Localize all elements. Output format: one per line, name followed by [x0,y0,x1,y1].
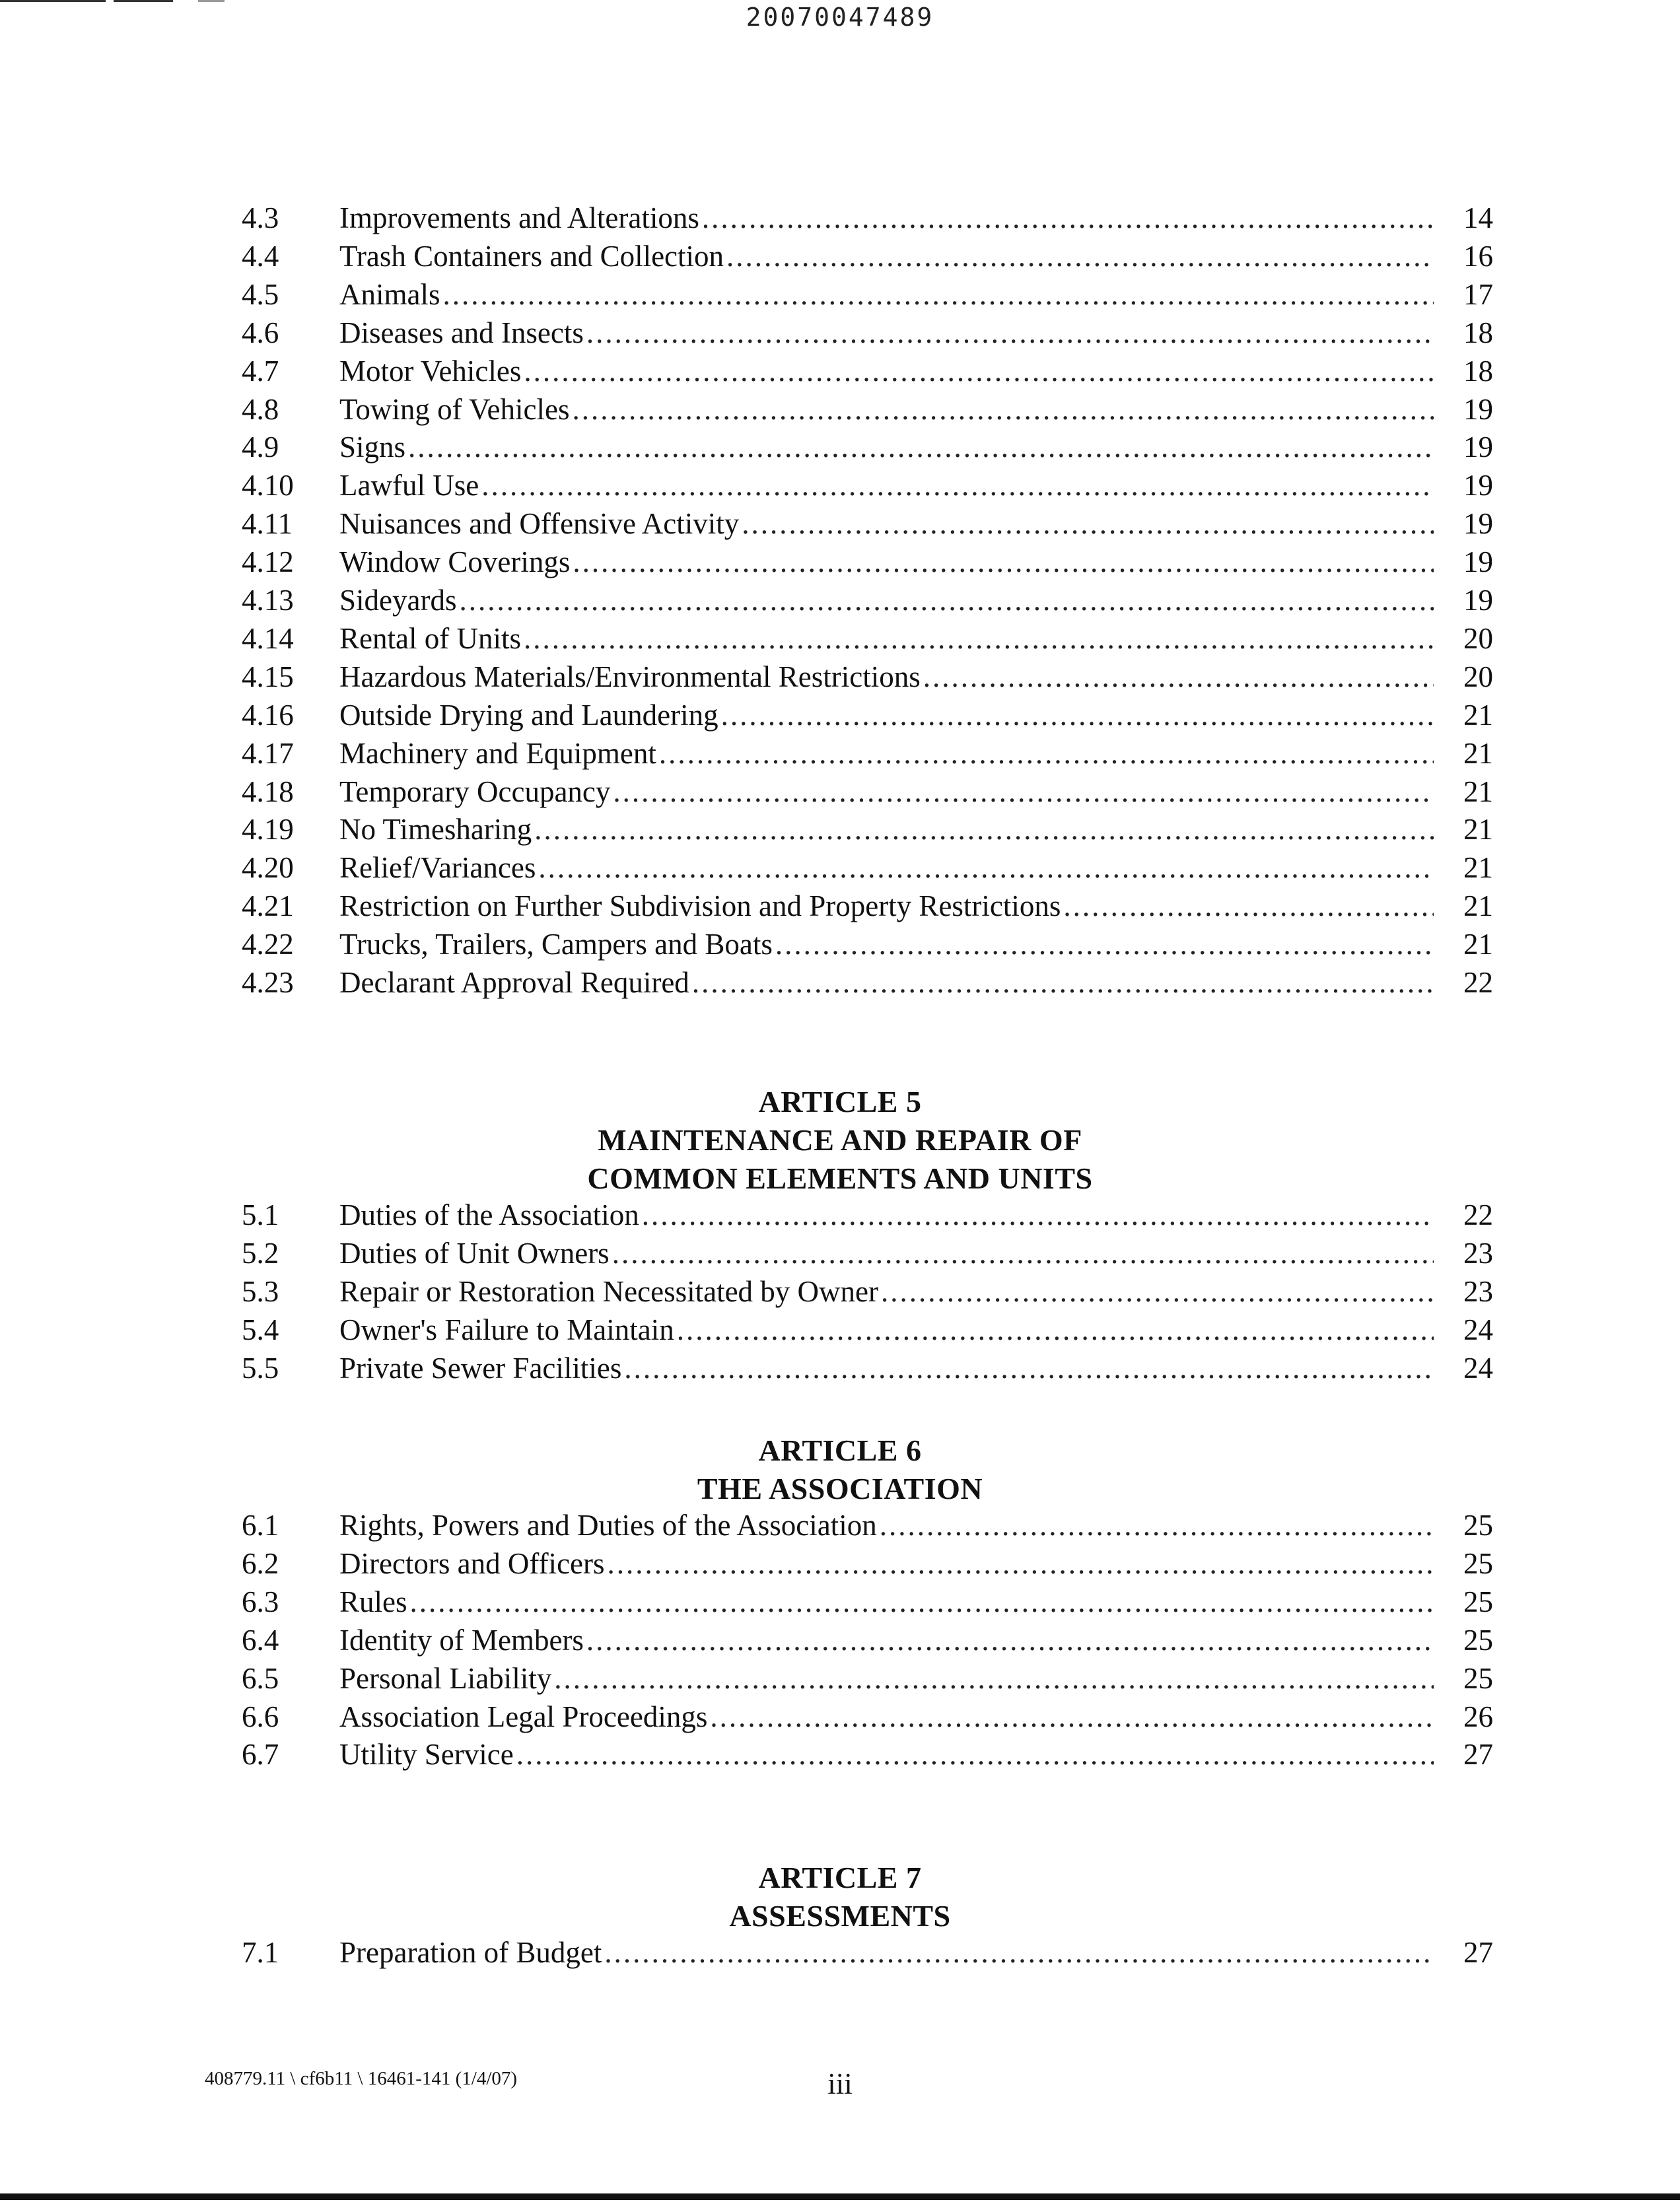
dot-leader [692,964,1434,1001]
dot-leader [612,1235,1434,1272]
toc-entry-title: Nuisances and Offensive Activity [339,507,740,540]
toc-entry-page: 21 [1463,699,1493,732]
toc-entry-title-with-leader [339,238,1434,275]
toc-entry [242,582,1493,619]
toc-entry-title: Sideyards [339,584,457,617]
toc-entry-number: 4.3 [242,201,279,234]
dot-leader [923,658,1434,695]
toc-entry-title: Trash Containers and Collection [339,240,724,273]
toc-entry-number: 4.8 [242,393,279,426]
toc-entry-number: 6.2 [242,1547,279,1580]
toc-entry-page: 20 [1463,622,1493,655]
article-heading: ARTICLE 6 [758,1433,922,1467]
toc-entry [242,1583,1493,1620]
toc-entry-title-with-leader [339,1934,1434,1971]
toc-entry-number: 4.21 [242,889,294,922]
toc-entry-number: 4.6 [242,316,279,349]
toc-entry-title-with-leader [339,849,1434,886]
toc-entry [242,697,1493,734]
toc-entry-title: Association Legal Proceedings [339,1700,708,1733]
article-subheading: ASSESSMENTS [729,1899,951,1933]
toc-entry-number: 4.15 [242,660,294,693]
toc-entry-number: 4.18 [242,775,294,808]
toc-entry-title: Diseases and Insects [339,316,584,349]
toc-entry-page: 25 [1463,1585,1493,1618]
toc-entry-title: Declarant Approval Required [339,966,689,999]
toc-entry-number: 5.4 [242,1313,279,1346]
dot-leader [677,1311,1434,1348]
toc-entry-page: 19 [1463,431,1493,464]
toc-entry-page: 24 [1463,1352,1493,1385]
toc-entry [242,1698,1493,1735]
dot-leader [538,849,1434,886]
dot-leader [524,353,1434,390]
toc-entry-title: Window Coverings [339,545,571,578]
toc-entry-page: 16 [1463,240,1493,273]
toc-entry [242,199,1493,236]
dot-leader [586,1622,1434,1659]
dot-leader [721,697,1434,734]
toc-entry-number: 5.2 [242,1237,279,1270]
toc-entry [242,658,1493,695]
article-heading: ARTICLE 5 [758,1085,922,1119]
toc-entry-number: 4.14 [242,622,294,655]
toc-entry-title-with-leader [339,353,1434,390]
dot-leader [880,1507,1434,1544]
toc-entry-title: Restriction on Further Subdivision and Property Restrictions [339,889,1061,922]
toc-entry-number: 4.7 [242,355,279,388]
toc-entry-title-with-leader [339,887,1434,924]
toc-entry-number: 4.19 [242,813,294,846]
toc-entry-title-with-leader [339,1660,1434,1697]
toc-entry [242,773,1493,810]
toc-entry [242,1311,1493,1348]
toc-entry-title: Rental of Units [339,622,521,655]
article-subheading: MAINTENANCE AND REPAIR OF [598,1123,1082,1157]
toc-entry-title: Duties of the Association [339,1198,639,1231]
toc-entry-title: Lawful Use [339,469,479,502]
toc-entry [242,849,1493,886]
toc-entry-title-with-leader [339,1196,1434,1233]
toc-entry-page: 20 [1463,660,1493,693]
dot-leader [586,314,1434,351]
toc-entry-title: Duties of Unit Owners [339,1237,610,1270]
toc-entry [242,1622,1493,1659]
toc-entry [242,1545,1493,1582]
document-number: 20070047489 [746,3,934,32]
toc-entry-title-with-leader [339,1507,1434,1544]
toc-entry-title: Rules [339,1585,407,1618]
toc-entry-number: 6.6 [242,1700,279,1733]
toc-entry [242,1934,1493,1971]
toc-entry-title: No Timesharing [339,813,532,846]
toc-entry-page: 27 [1463,1738,1493,1771]
toc-entry-title-with-leader [339,276,1434,313]
toc-entry-number: 4.22 [242,928,294,961]
dot-leader [534,811,1434,848]
toc-entry-page: 18 [1463,316,1493,349]
toc-entry-page: 27 [1463,1936,1493,1969]
toc-entry [242,1736,1493,1773]
dot-leader [775,926,1434,963]
dot-leader [524,620,1434,657]
toc-entry [242,238,1493,275]
toc-entry-page: 25 [1463,1662,1493,1695]
toc-entry-title-with-leader [339,811,1434,848]
toc-entry-number: 6.5 [242,1662,279,1695]
toc-entry-number: 4.4 [242,240,279,273]
toc-entry-page: 26 [1463,1700,1493,1733]
toc-entry-page: 21 [1463,813,1493,846]
toc-entry [242,1235,1493,1272]
dot-leader [573,543,1434,580]
toc-entry-title: Personal Liability [339,1662,552,1695]
toc-entry-number: 4.16 [242,699,294,732]
toc-entry-title: Owner's Failure to Maintain [339,1313,674,1346]
toc-entry-title-with-leader [339,658,1434,695]
toc-entry-title: Private Sewer Facilities [339,1352,622,1385]
toc-entry-title-with-leader [339,582,1434,619]
footer-document-id: 408779.11 \ cf6b11 \ 16461-141 (1/4/07) [205,2068,518,2089]
toc-entry-page: 25 [1463,1509,1493,1542]
toc-entry-title-with-leader [339,735,1434,772]
toc-entry-title: Animals [339,278,440,311]
dot-leader [642,1196,1434,1233]
toc-entry [242,620,1493,657]
toc-entry-title-with-leader [339,1736,1434,1773]
toc-entry-number: 7.1 [242,1936,279,1969]
toc-entry [242,391,1493,428]
toc-entry-page: 24 [1463,1313,1493,1346]
toc-entry-page: 21 [1463,851,1493,884]
toc-entry-title: Utility Service [339,1738,514,1771]
dot-leader [613,773,1434,810]
dot-leader [659,735,1434,772]
dot-leader [1063,887,1434,924]
toc-entry [242,926,1493,963]
toc-entry-number: 4.20 [242,851,294,884]
toc-entry-title-with-leader [339,199,1434,236]
toc-entry-title: Preparation of Budget [339,1936,602,1969]
dot-leader [572,391,1434,428]
toc-entry-title-with-leader [339,429,1434,466]
article-subheading: COMMON ELEMENTS AND UNITS [587,1161,1093,1195]
toc-entry-title: Hazardous Materials/Environmental Restrictions [339,660,921,693]
toc-entry-title: Improvements and Alterations [339,201,699,234]
toc-entry-number: 5.3 [242,1275,279,1308]
toc-entry-title-with-leader [339,926,1434,963]
toc-entry-title-with-leader [339,314,1434,351]
toc-entry [242,429,1493,466]
toc-entry-title-with-leader [339,1273,1434,1310]
toc-entry-page: 22 [1463,1198,1493,1231]
toc-entry-title-with-leader [339,620,1434,657]
toc-entry-number: 4.11 [242,507,293,540]
toc-entry-title-with-leader [339,1350,1434,1387]
toc-entry [242,1507,1493,1544]
dot-leader [604,1934,1434,1971]
toc-entry-page: 22 [1463,966,1493,999]
toc-entry-title: Directors and Officers [339,1547,605,1580]
toc-entry [242,1196,1493,1233]
toc-entry [242,1273,1493,1310]
toc-entry-title-with-leader [339,773,1434,810]
toc-entry-title: Identity of Members [339,1624,584,1657]
toc-entry-number: 4.9 [242,431,279,464]
toc-entry-title-with-leader [339,543,1434,580]
toc-entry-page: 19 [1463,469,1493,502]
toc-entry [242,314,1493,351]
toc-entry-page: 21 [1463,928,1493,961]
toc-entry [242,353,1493,390]
toc-entry-page: 19 [1463,545,1493,578]
toc-entry-number: 4.10 [242,469,294,502]
toc-entry-title: Trucks, Trailers, Campers and Boats [339,928,773,961]
bottom-scan-border [0,2193,1680,2200]
dot-leader [459,582,1434,619]
toc-entry-title-with-leader [339,391,1434,428]
toc-entry-page: 25 [1463,1547,1493,1580]
toc-entry [242,887,1493,924]
toc-entry-page: 19 [1463,507,1493,540]
article-subheading: THE ASSOCIATION [697,1472,983,1505]
toc-entry-title: Outside Drying and Laundering [339,699,718,732]
toc-entry-title: Temporary Occupancy [339,775,611,808]
toc-entry [242,467,1493,504]
toc-entry-page: 23 [1463,1237,1493,1270]
toc-entry-title: Motor Vehicles [339,355,522,388]
dot-leader [710,1698,1434,1735]
dot-leader [554,1660,1434,1697]
dot-leader [702,199,1434,236]
toc-entry-number: 6.3 [242,1585,279,1618]
toc-entry [242,811,1493,848]
toc-entry-number: 4.5 [242,278,279,311]
toc-entry [242,505,1493,542]
toc-entry-title-with-leader [339,467,1434,504]
toc-entry-title-with-leader [339,1545,1434,1582]
footer-page-number: iii [827,2067,853,2100]
toc-entry-number: 6.4 [242,1624,279,1657]
article-heading: ARTICLE 7 [758,1861,922,1894]
toc-entry-title-with-leader [339,505,1434,542]
toc-entry-number: 6.7 [242,1738,279,1771]
toc-entry [242,1660,1493,1697]
toc-entry-title-with-leader [339,964,1434,1001]
toc-entry-title: Rights, Powers and Duties of the Association [339,1509,877,1542]
toc-entry [242,1350,1493,1387]
dot-leader [608,1545,1434,1582]
toc-entry-number: 4.12 [242,545,294,578]
toc-entry-title: Towing of Vehicles [339,393,570,426]
toc-entry-number: 4.13 [242,584,294,617]
toc-entry-number: 6.1 [242,1509,279,1542]
toc-entry-page: 23 [1463,1275,1493,1308]
dot-leader [726,238,1434,275]
dot-leader [410,1583,1434,1620]
toc-entry-title-with-leader [339,697,1434,734]
toc-entry [242,543,1493,580]
dot-leader [443,276,1434,313]
toc-entry-title: Machinery and Equipment [339,737,656,770]
dot-leader [742,505,1434,542]
toc-entry-number: 4.23 [242,966,294,999]
toc-entry-page: 21 [1463,889,1493,922]
toc-entry-title-with-leader [339,1311,1434,1348]
toc-entry [242,964,1493,1001]
toc-entry-title-with-leader [339,1583,1434,1620]
toc-entry-title: Repair or Restoration Necessitated by Owner [339,1275,878,1308]
toc-entry-page: 14 [1463,201,1493,234]
toc-entry-title-with-leader [339,1235,1434,1272]
toc-entry-title: Signs [339,431,406,464]
toc-entry-page: 17 [1463,278,1493,311]
toc-entry [242,276,1493,313]
toc-entry-page: 19 [1463,393,1493,426]
toc-entry-page: 21 [1463,775,1493,808]
toc-entry-page: 25 [1463,1624,1493,1657]
toc-entry-number: 5.1 [242,1198,279,1231]
toc-entry-title: Relief/Variances [339,851,536,884]
toc-entry [242,735,1493,772]
toc-entry-page: 19 [1463,584,1493,617]
dot-leader [516,1736,1434,1773]
dot-leader [881,1273,1434,1310]
toc-entry-page: 21 [1463,737,1493,770]
toc-entry-title-with-leader [339,1622,1434,1659]
toc-entry-page: 18 [1463,355,1493,388]
toc-entry-number: 4.17 [242,737,294,770]
toc-entry-number: 5.5 [242,1352,279,1385]
toc-entry-title-with-leader [339,1698,1434,1735]
dot-leader [624,1350,1434,1387]
dot-leader [481,467,1434,504]
dot-leader [408,429,1434,466]
